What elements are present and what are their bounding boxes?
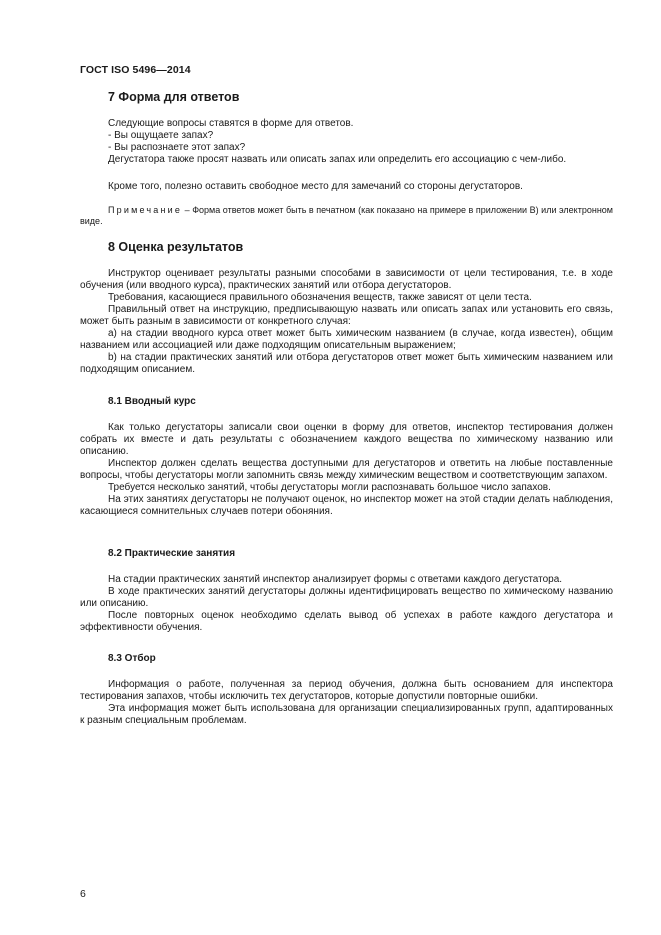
paragraph: Правильный ответ на инструкцию, предписывающую назвать или описать запах или установить его связь, может быть разным в зависимости от конкретного случая: [80,304,613,327]
paragraph: Эта информация может быть использована для организации специализированных групп, адаптированных к разным специальным проблемам. [80,703,613,726]
paragraph: На стадии практических занятий инспектор анализирует формы с ответами каждого дегустатора. [108,574,563,585]
paragraph: В ходе практических занятий дегустаторы должны идентифицировать вещество по химическому названию или описанию. [80,586,613,609]
question-item: - Вы ощущаете запах? [108,130,214,141]
list-item: b) на стадии практических занятий или отбора дегустаторов ответ может быть химическим названием или подходящим описанием. [80,352,613,375]
page-number: 6 [80,888,86,900]
section-8-body [80,268,613,376]
document-header: ГОСТ ISO 5496—2014 [80,64,191,76]
section-8-title: 8 Оценка результатов [108,240,244,254]
note-text: – Форма ответов может быть в печатном (как показано на примере в приложении В) или электронном виде. [80,205,613,226]
section-8-2-body [80,574,613,634]
note-label: Примечание [108,205,183,215]
section-8-3-title: 8.3 Отбор [108,653,156,664]
section-7-body [80,118,613,166]
paragraph: Как только дегустаторы записали свои оценки в форму для ответов, инспектор тестирования должен собрать их вместе и дать результаты с обозначением каждого вещества по химическому названию или описанию. [80,422,613,457]
paragraph: На этих занятиях дегустаторы не получают оценок, но инспектор может на этой стадии делать наблюдения, касающиеся сомнительных случаев потери обоняния. [80,494,613,517]
list-item: a) на стадии вводного курса ответ может быть химическим названием (в случае, когда известен), общим названием или ассоциацией или даже подходящим описательным выражением; [80,328,613,351]
question-item: - Вы распознаете этот запах? [108,142,246,153]
paragraph: Следующие вопросы ставятся в форме для ответов. [108,118,354,129]
paragraph: Кроме того, полезно оставить свободное место для замечаний со стороны дегустаторов. [108,181,523,192]
section-7-title: 7 Форма для ответов [108,90,240,104]
paragraph: Требуется несколько занятий, чтобы дегустаторы могли распознавать большое число запахов. [108,482,551,493]
document-page [80,0,613,935]
paragraph: Инспектор должен сделать вещества доступными для дегустаторов и ответить на любые поставленные вопросы, чтобы дегустаторы могли запомнить связь между химическим веществом и соответствующим запахом. [80,458,613,481]
paragraph: Информация о работе, полученная за период обучения, должна быть основанием для инспектора тестирования запахов, чтобы исключить тех дегустаторов, которые допустили повторные ошибки. [80,679,613,702]
section-7-body-2 [80,181,613,193]
paragraph: Требования, касающиеся правильного обозначения веществ, также зависят от цели теста. [108,292,532,303]
section-8-1-title: 8.1 Вводный курс [108,396,196,407]
paragraph: Дегустатора также просят назвать или описать запах или определить его ассоциацию с чем-либо. [108,154,567,165]
paragraph: Инструктор оценивает результаты разными способами в зависимости от цели тестирования, т.е. в ходе обучения (или вводного курса), практических занятий или отбора дегустаторов. [80,268,613,291]
note [80,205,613,227]
section-8-2-title: 8.2 Практические занятия [108,548,236,559]
section-8-3-body [80,679,613,727]
section-8-1-body [80,422,613,518]
paragraph: После повторных оценок необходимо сделать вывод об успехах в работе каждого дегустатора и эффективности обучения. [80,610,613,633]
